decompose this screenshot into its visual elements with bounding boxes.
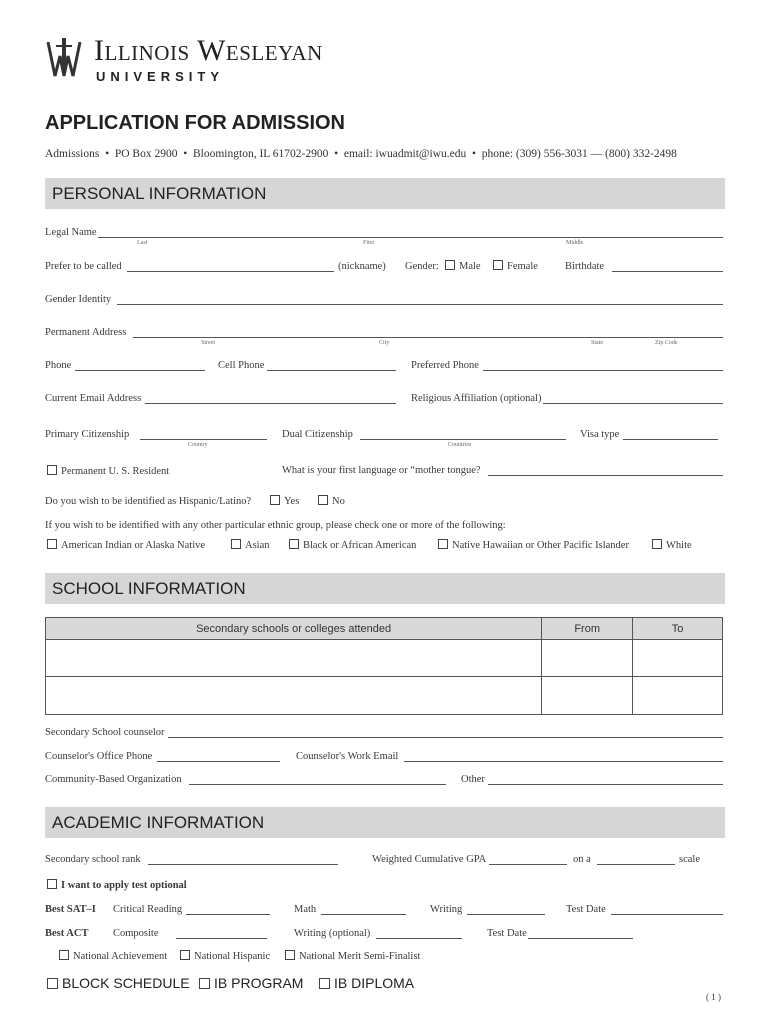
writing-field[interactable] bbox=[467, 914, 545, 915]
ethnic-option-white[interactable] bbox=[652, 539, 692, 551]
section-bar-personal bbox=[45, 178, 725, 209]
religious-field[interactable] bbox=[543, 403, 723, 404]
prefer-label: Prefer to be called bbox=[45, 261, 122, 272]
zip-sublabel: Zip Code bbox=[655, 340, 678, 346]
national-hispanic-option[interactable] bbox=[180, 950, 270, 962]
from-cell[interactable] bbox=[542, 677, 633, 715]
no-label: No bbox=[332, 496, 345, 507]
test-optional-option[interactable] bbox=[47, 879, 187, 891]
math-label: Math bbox=[294, 904, 317, 915]
section-heading-school: SCHOOL INFORMATION bbox=[52, 579, 246, 598]
other-label: Other bbox=[461, 774, 485, 785]
national-achievement-checkbox[interactable] bbox=[59, 950, 69, 960]
hispanic-no-checkbox[interactable] bbox=[318, 495, 328, 505]
first-language-field[interactable] bbox=[488, 475, 723, 476]
counselor-field[interactable] bbox=[168, 737, 723, 738]
ib-program-option[interactable] bbox=[199, 975, 303, 991]
rank-label: Secondary school rank bbox=[45, 854, 141, 865]
writing-optional-label: Writing (optional) bbox=[294, 928, 371, 939]
permanent-resident-label: Permanent U. S. Resident bbox=[61, 466, 170, 477]
religious-label: Religious Affiliation (optional) bbox=[411, 393, 542, 404]
ethnic-label: Asian bbox=[245, 540, 270, 551]
national-achievement-option[interactable] bbox=[59, 950, 167, 962]
ib-diploma-option[interactable] bbox=[319, 975, 414, 991]
primary-citizenship-field[interactable] bbox=[140, 439, 267, 440]
on-a-label: on a bbox=[573, 854, 591, 865]
ethnic-question: If you wish to be identified with any other particular ethnic group, please check one or more of the following: bbox=[45, 520, 506, 531]
ethnic-checkbox[interactable] bbox=[652, 539, 662, 549]
ethnic-label: White bbox=[666, 540, 692, 551]
table-row bbox=[46, 640, 723, 677]
act-test-date-label: Test Date bbox=[487, 928, 527, 939]
page-number: ( 1 ) bbox=[706, 992, 721, 1002]
ethnic-label: Native Hawaiian or Other Pacific Islander bbox=[452, 540, 629, 551]
office-phone-label: Counselor's Office Phone bbox=[45, 751, 153, 762]
act-test-date-field[interactable] bbox=[528, 938, 633, 939]
other-field[interactable] bbox=[488, 784, 723, 785]
university-name: Illinois Wesleyan bbox=[94, 34, 323, 67]
work-email-label: Counselor's Work Email bbox=[296, 751, 399, 762]
ib-diploma-label: IB DIPLOMA bbox=[334, 975, 415, 991]
scale-label: scale bbox=[679, 854, 700, 865]
cbo-label: Community-Based Organization bbox=[45, 774, 182, 785]
col-schools-header: Secondary schools or colleges attended bbox=[46, 618, 542, 640]
composite-label: Composite bbox=[113, 928, 159, 939]
work-email-field[interactable] bbox=[404, 761, 723, 762]
male-checkbox[interactable] bbox=[445, 260, 455, 270]
hispanic-yes-checkbox[interactable] bbox=[270, 495, 280, 505]
office-phone-field[interactable] bbox=[157, 761, 280, 762]
hispanic-question: Do you wish to be identified as Hispanic/Latino? bbox=[45, 496, 252, 507]
ethnic-label: Black or African American bbox=[303, 540, 417, 551]
national-achievement-label: National Achievement bbox=[73, 951, 168, 962]
national-hispanic-label: National Hispanic bbox=[194, 951, 271, 962]
section-heading-personal: PERSONAL INFORMATION bbox=[52, 184, 267, 203]
gender-identity-label: Gender Identity bbox=[45, 294, 112, 305]
male-option[interactable] bbox=[445, 260, 481, 272]
phone-label: Phone bbox=[45, 360, 72, 371]
block-schedule-option[interactable] bbox=[47, 975, 190, 991]
birthdate-field[interactable] bbox=[612, 271, 723, 272]
to-cell[interactable] bbox=[633, 677, 723, 715]
visa-type-field[interactable] bbox=[623, 439, 718, 440]
counselor-label: Secondary School counselor bbox=[45, 727, 165, 738]
ib-diploma-checkbox[interactable] bbox=[319, 978, 330, 989]
email-label: Current Email Address bbox=[45, 393, 142, 404]
female-checkbox[interactable] bbox=[493, 260, 503, 270]
female-option[interactable] bbox=[493, 260, 538, 272]
dual-citizenship-label: Dual Citizenship bbox=[282, 429, 353, 440]
page-title: APPLICATION FOR ADMISSION bbox=[45, 112, 345, 134]
hispanic-yes-option[interactable] bbox=[270, 495, 299, 507]
permanent-resident-option[interactable] bbox=[47, 465, 169, 477]
ethnic-checkbox[interactable] bbox=[289, 539, 299, 549]
sat-test-date-field[interactable] bbox=[611, 914, 723, 915]
birthdate-label: Birthdate bbox=[565, 261, 605, 272]
city-sublabel: City bbox=[379, 340, 390, 346]
national-hispanic-checkbox[interactable] bbox=[180, 950, 190, 960]
iwu-seal-icon bbox=[46, 38, 82, 80]
section-heading-academic: ACADEMIC INFORMATION bbox=[52, 813, 265, 832]
gender-label: Gender: bbox=[405, 261, 439, 272]
nickname-label: (nickname) bbox=[338, 261, 386, 272]
critical-reading-field[interactable] bbox=[186, 914, 270, 915]
block-schedule-label: BLOCK SCHEDULE bbox=[62, 975, 190, 991]
legal-name-label: Legal Name bbox=[45, 227, 97, 238]
male-label: Male bbox=[459, 261, 481, 272]
female-label: Female bbox=[507, 261, 538, 272]
col-from-header: From bbox=[542, 618, 633, 640]
gender-identity-field[interactable] bbox=[117, 304, 723, 305]
prefer-field[interactable] bbox=[127, 271, 334, 272]
best-sat-label: Best SAT–I bbox=[45, 904, 96, 915]
visa-type-label: Visa type bbox=[580, 429, 620, 440]
table-header-row bbox=[46, 618, 723, 640]
gpa-field[interactable] bbox=[489, 864, 567, 865]
national-merit-checkbox[interactable] bbox=[285, 950, 295, 960]
country-sublabel: Country bbox=[188, 442, 208, 448]
preferred-phone-label: Preferred Phone bbox=[411, 360, 479, 371]
ethnic-option-black[interactable] bbox=[289, 539, 416, 551]
legal-name-field[interactable] bbox=[98, 237, 723, 238]
phone-field[interactable] bbox=[75, 370, 205, 371]
ethnic-option-hawaiian[interactable] bbox=[438, 539, 629, 551]
cell-phone-field[interactable] bbox=[267, 370, 396, 371]
hispanic-no-option[interactable] bbox=[318, 495, 345, 507]
school-name-cell[interactable] bbox=[46, 677, 542, 715]
schools-table bbox=[45, 617, 723, 715]
permanent-address-label: Permanent Address bbox=[45, 327, 127, 338]
street-sublabel: Street bbox=[201, 340, 215, 346]
section-bar-school bbox=[45, 573, 725, 604]
composite-field[interactable] bbox=[176, 938, 267, 939]
primary-citizenship-label: Primary Citizenship bbox=[45, 429, 130, 440]
last-sublabel: Last bbox=[137, 240, 148, 246]
test-optional-checkbox[interactable] bbox=[47, 879, 57, 889]
ethnic-checkbox[interactable] bbox=[231, 539, 241, 549]
permanent-resident-checkbox[interactable] bbox=[47, 465, 57, 475]
ib-program-label: IB PROGRAM bbox=[214, 975, 304, 991]
ethnic-option-american-indian[interactable] bbox=[47, 539, 205, 551]
writing-label: Writing bbox=[430, 904, 463, 915]
section-bar-academic bbox=[45, 807, 725, 838]
gpa-scale-field[interactable] bbox=[597, 864, 675, 865]
national-merit-option[interactable] bbox=[285, 950, 420, 962]
rank-field[interactable] bbox=[148, 864, 338, 865]
ethnic-checkbox[interactable] bbox=[438, 539, 448, 549]
sat-test-date-label: Test Date bbox=[566, 904, 606, 915]
contact-line: Admissions • PO Box 2900 • Bloomington, IL 61702-2900 • email: iwuadmit@iwu.edu • phone: (309) 556-3031 — (800) 332-2498 bbox=[45, 148, 677, 160]
to-cell[interactable] bbox=[633, 640, 723, 677]
permanent-address-field[interactable] bbox=[133, 337, 723, 338]
email-field[interactable] bbox=[145, 403, 396, 404]
ethnic-checkbox[interactable] bbox=[47, 539, 57, 549]
ib-program-checkbox[interactable] bbox=[199, 978, 210, 989]
cell-phone-label: Cell Phone bbox=[218, 360, 265, 371]
countries-sublabel: Countries bbox=[448, 442, 472, 448]
test-optional-label: I want to apply test optional bbox=[61, 880, 187, 891]
dual-citizenship-field[interactable] bbox=[360, 439, 566, 440]
state-sublabel: State bbox=[591, 340, 603, 346]
best-act-label: Best ACT bbox=[45, 928, 89, 939]
from-cell[interactable] bbox=[542, 640, 633, 677]
national-merit-label: National Merit Semi-Finalist bbox=[299, 951, 421, 962]
ethnic-option-asian[interactable] bbox=[231, 539, 270, 551]
cbo-field[interactable] bbox=[189, 784, 446, 785]
table-row bbox=[46, 677, 723, 715]
block-schedule-checkbox[interactable] bbox=[47, 978, 58, 989]
writing-optional-field[interactable] bbox=[376, 938, 462, 939]
school-name-cell[interactable] bbox=[46, 640, 542, 677]
university-word: UNIVERSITY bbox=[96, 69, 225, 84]
middle-sublabel: Middle bbox=[566, 240, 584, 246]
ethnic-label: American Indian or Alaska Native bbox=[61, 540, 206, 551]
col-to-header: To bbox=[633, 618, 723, 640]
first-sublabel: First bbox=[363, 240, 375, 246]
critical-reading-label: Critical Reading bbox=[113, 904, 183, 915]
yes-label: Yes bbox=[284, 496, 300, 507]
first-language-label: What is your first language or “mother tongue? bbox=[282, 465, 481, 476]
math-field[interactable] bbox=[321, 914, 406, 915]
preferred-phone-field[interactable] bbox=[483, 370, 723, 371]
gpa-label: Weighted Cumulative GPA bbox=[372, 854, 487, 865]
